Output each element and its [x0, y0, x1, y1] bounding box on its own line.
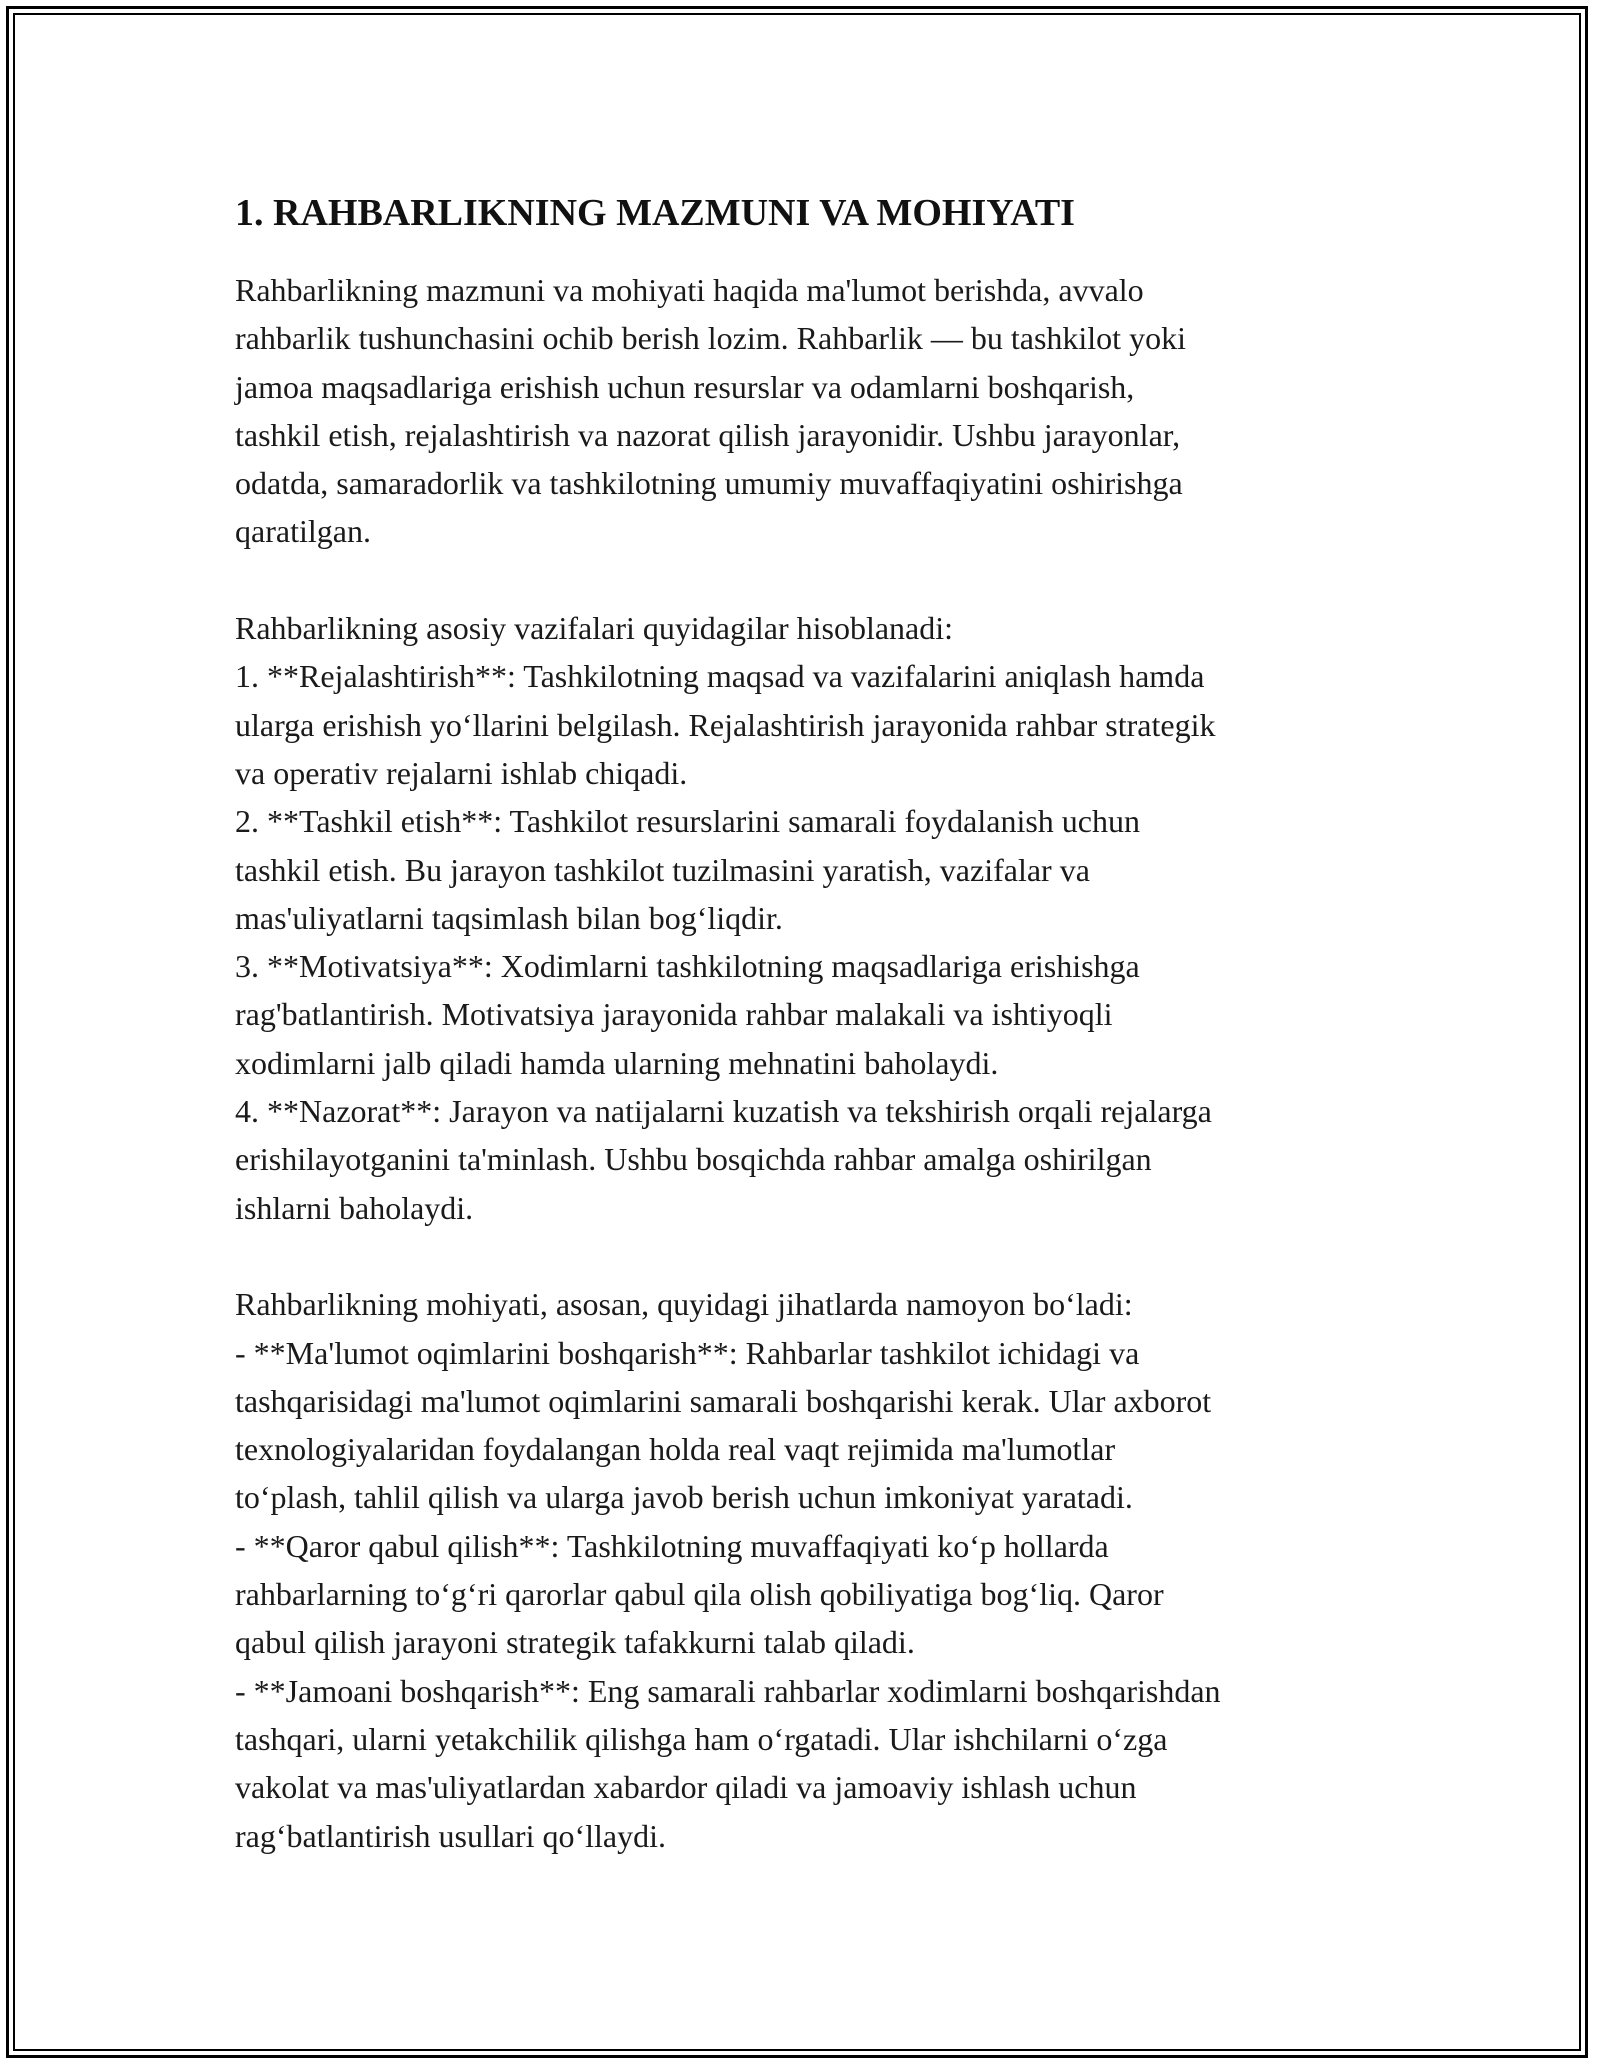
essence-paragraph: [235, 1280, 1375, 1860]
text-line: rahbarlik tushunchasini ochib berish lozim. Rahbarlik — bu tashkilot yoki: [235, 320, 1186, 357]
text-line: ishlarni baholaydi.: [235, 1189, 474, 1226]
text-line: erishilayotganini ta'minlash. Ushbu bosqichda rahbar amalga oshirilgan: [235, 1141, 1152, 1178]
text-line: tashkil etish, rejalashtirish va nazorat qilish jarayonidir. Ushbu jarayonlar,: [235, 416, 1181, 453]
text-line: - **Ma'lumot oqimlarini boshqarish**: Rahbarlar tashkilot ichidagi va: [235, 1334, 1140, 1371]
text-line: 3. **Motivatsiya**: Xodimlarni tashkilotning maqsadlariga erishishga: [235, 948, 1140, 985]
document-body: [235, 180, 1375, 1860]
text-line: tashqari, ularni yetakchilik qilishga ham o‘rgatadi. Ular ishchilarni o‘zga: [235, 1720, 1168, 1757]
text-line: texnologiyalaridan foydalangan holda real vaqt rejimida ma'lumotlar: [235, 1431, 1116, 1468]
text-line: mas'uliyatlarni taqsimlash bilan bog‘liqdir.: [235, 899, 783, 936]
text-line: rag‘batlantirish usullari qo‘llaydi.: [235, 1817, 666, 1854]
text-line: rahbarlarning to‘g‘ri qarorlar qabul qila olish qobiliyatiga bog‘liq. Qaror: [235, 1576, 1164, 1613]
text-line: jamoa maqsadlariga erishish uchun resurslar va odamlarni boshqarish,: [235, 368, 1135, 405]
section-title: 1. RAHBARLIKNING MAZMUNI VA MOHIYATI: [235, 192, 1075, 234]
paragraph-spacer: [235, 556, 1375, 604]
text-line: qabul qilish jarayoni strategik tafakkurni talab qiladi.: [235, 1624, 915, 1661]
text-line: Rahbarlikning mohiyati, asosan, quyidagi jihatlarda namoyon bo‘ladi:: [235, 1286, 1133, 1323]
intro-paragraph: [235, 266, 1375, 556]
text-line: tashkil etish. Bu jarayon tashkilot tuzilmasini yaratish, vazifalar va: [235, 851, 1090, 888]
text-line: 2. **Tashkil etish**: Tashkilot resurslarini samarali foydalanish uchun: [235, 803, 1140, 840]
functions-paragraph: [235, 604, 1375, 1232]
paragraph-spacer: [235, 1232, 1375, 1280]
text-line: to‘plash, tahlil qilish va ularga javob berish uchun imkoniyat yaratadi.: [235, 1479, 1133, 1516]
text-line: rag'batlantirish. Motivatsiya jarayonida rahbar malakali va ishtiyoqli: [235, 996, 1113, 1033]
text-line: Rahbarlikning asosiy vazifalari quyidagilar hisoblanadi:: [235, 610, 954, 647]
text-line: 1. **Rejalashtirish**: Tashkilotning maqsad va vazifalarini aniqlash hamda: [235, 658, 1205, 695]
text-line: qaratilgan.: [235, 513, 371, 550]
text-line: vakolat va mas'uliyatlardan xabardor qiladi va jamoaviy ishlash uchun: [235, 1769, 1137, 1806]
text-line: Rahbarlikning mazmuni va mohiyati haqida ma'lumot berishda, avvalo: [235, 272, 1144, 308]
text-line: odatda, samaradorlik va tashkilotning umumiy muvaffaqiyatini oshirishga: [235, 465, 1183, 502]
text-line: xodimlarni jalb qiladi hamda ularning mehnatini baholaydi.: [235, 1044, 999, 1081]
text-line: - **Jamoani boshqarish**: Eng samarali rahbarlar xodimlarni boshqarishdan: [235, 1672, 1221, 1709]
text-line: va operativ rejalarni ishlab chiqadi.: [235, 754, 688, 791]
text-line: 4. **Nazorat**: Jarayon va natijalarni kuzatish va tekshirish orqali rejalarga: [235, 1093, 1212, 1130]
text-line: tashqarisidagi ma'lumot oqimlarini samarali boshqarishi kerak. Ular axborot: [235, 1382, 1212, 1419]
text-line: - **Qaror qabul qilish**: Tashkilotning muvaffaqiyati ko‘p hollarda: [235, 1527, 1109, 1564]
text-line: ularga erishish yo‘llarini belgilash. Rejalashtirish jarayonida rahbar strategik: [235, 706, 1216, 743]
